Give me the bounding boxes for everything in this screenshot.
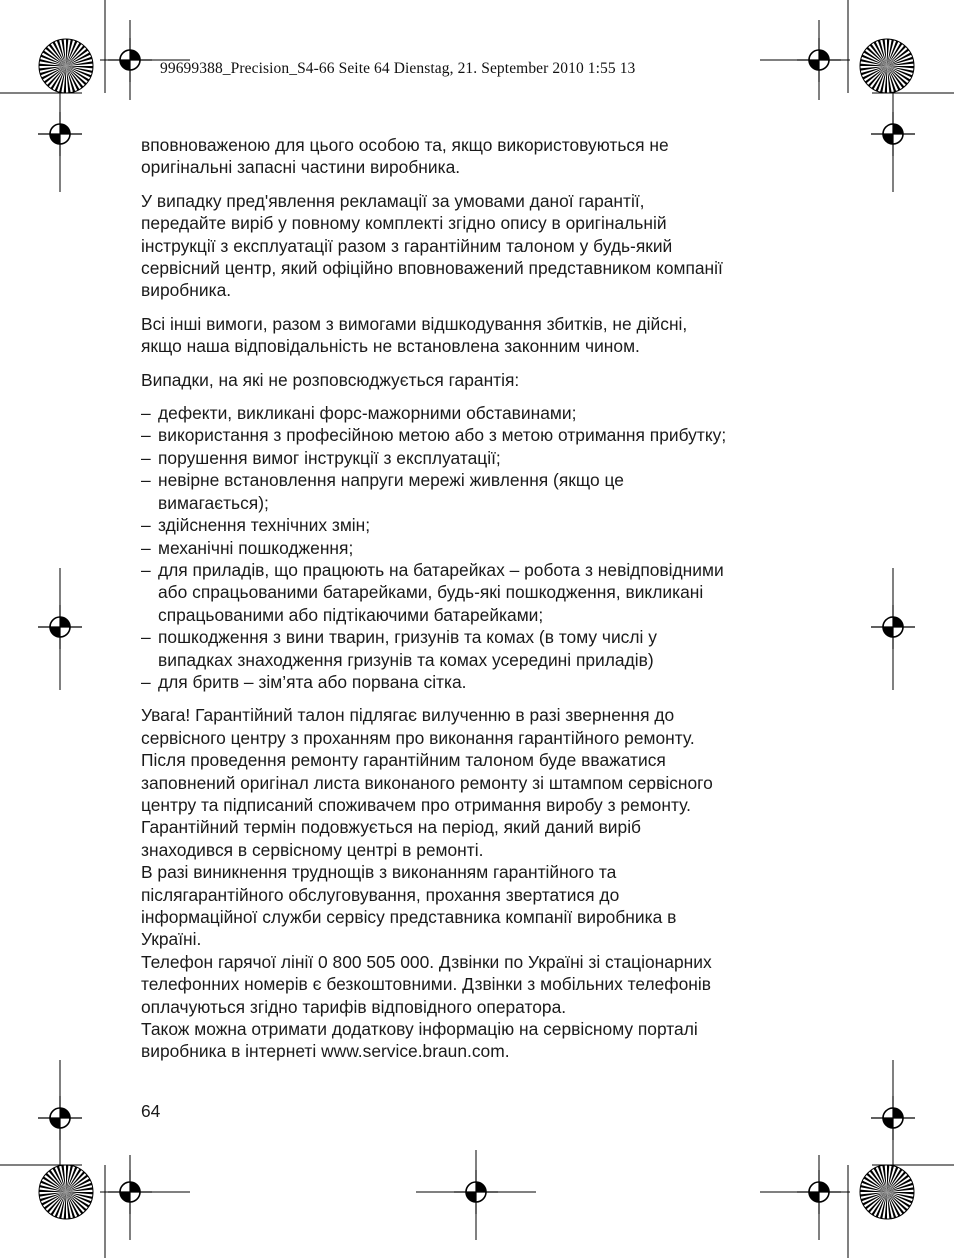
list-item [141,671,821,693]
paragraph [141,190,821,302]
text-line: – пошкодження з вини тварин, гризунів та комах (в тому числі у [158,627,657,648]
star-target-icon [39,1165,93,1219]
text-line: телефонних номерів є безкоштовними. Дзвінки з мобільних телефонів [141,974,711,995]
text-line: – використання з професійною метою або з метою отримання прибутку; [158,425,727,446]
text-line: сервісний центр, який офіційно вповноважений представником компанії [141,258,723,279]
text-line: Також можна отримати додаткову інформацію на сервісному порталі [141,1019,698,1040]
list-item [141,537,821,559]
text-line: виробника в інтернеті www.service.braun.com. [141,1041,510,1062]
text-line: Увага! Гарантійний талон підлягає вилученню в разі звернення до [141,705,675,726]
list-item [141,626,821,671]
text-line: – порушення вимог інструкції з експлуатації; [158,447,501,468]
paragraph [141,313,821,358]
text-line: заповнений оригінал листа виконаного ремонту зі штампом сервісного [141,772,713,793]
text-line: сервісного центру з проханням про виконання гарантійного ремонту. [141,727,695,748]
text-line: Гарантійний термін подовжується на період, який даний виріб [141,817,642,838]
text-line: – здійснення технічних змін; [158,515,371,536]
text-line: Випадки, на які не розповсюджується гарантія: [141,369,520,390]
text-line: якщо наша відповідальність не встановлена законним чином. [141,336,640,357]
text-line: оплачуються згідно тарифів відповідного оператора. [141,996,567,1017]
text-line: – для бритв – зім’ята або порвана сітка. [158,671,467,692]
text-line: вповноваженою для цього особою та, якщо використовуються не [141,135,669,155]
text-line: – для приладів, що працюють на батарейках – робота з невідповідними [158,559,724,580]
list-item [141,559,821,626]
slug-line: 99699388_Precision_S4-66 Seite 64 Dienstag, 21. September 2010 1:55 13 [160,60,636,77]
text-line: Україні. [141,929,202,950]
list-item [141,514,821,536]
text-line: передайте виріб у повному комплекті згідно опису в оригінальній [141,213,667,234]
star-target-icon [39,39,93,93]
text-line: або спрацьованими батарейками, будь-які пошкодження, викликані [158,582,704,603]
paragraph [141,134,821,179]
page-number: 64 [141,1101,161,1121]
text-line: центру та підписаний споживачем про отримання виробу з ремонту. [141,794,691,815]
text-line: – невірне встановлення напруги мережі живлення (якщо це [158,470,624,491]
list-item [141,469,821,514]
paragraph [141,704,821,1063]
text-line: В разі виникнення труднощів з виконанням гарантійного та [141,862,617,883]
paragraph [141,369,821,391]
text-line: післягарантійного обслуговування, прохання звертатися до [141,884,620,905]
list-item [141,402,821,424]
exclusions-list [141,402,821,693]
list-item [141,447,821,469]
text-line: інструкції з експлуатації разом з гарантійним талоном у будь-який [141,235,673,256]
text-line: – дефекти, викликані форс-мажорними обставинами; [158,403,577,424]
text-line: – механічні пошкодження; [158,537,354,558]
star-target-icon [860,39,914,93]
list-item [141,424,821,446]
document-body [141,134,821,1074]
text-line: знаходився в сервісному центрі в ремонті. [141,839,484,860]
star-target-icon [860,1165,914,1219]
text-line: вимагається); [158,492,269,513]
text-line: У випадку пред'явлення рекламації за умовами даної гарантії, [141,190,645,211]
text-line: спрацьованими або підтікаючими батарейками; [158,604,544,625]
text-line: Після проведення ремонту гарантійним талоном буде вважатися [141,750,666,771]
text-line: Всі інші вимоги, разом з вимогами відшкодування збитків, не дійсні, [141,313,688,334]
text-line: оригінальні запасні частини виробника. [141,157,461,178]
text-line: випадках знаходження гризунів та комах усередині приладів) [158,649,654,670]
text-line: Телефон гарячої лінії 0 800 505 000. Дзвінки по Україні зі стаціонарних [141,951,712,972]
text-line: інформаційної служби сервісу представника компанії виробника в [141,907,677,927]
text-line: виробника. [141,280,232,301]
